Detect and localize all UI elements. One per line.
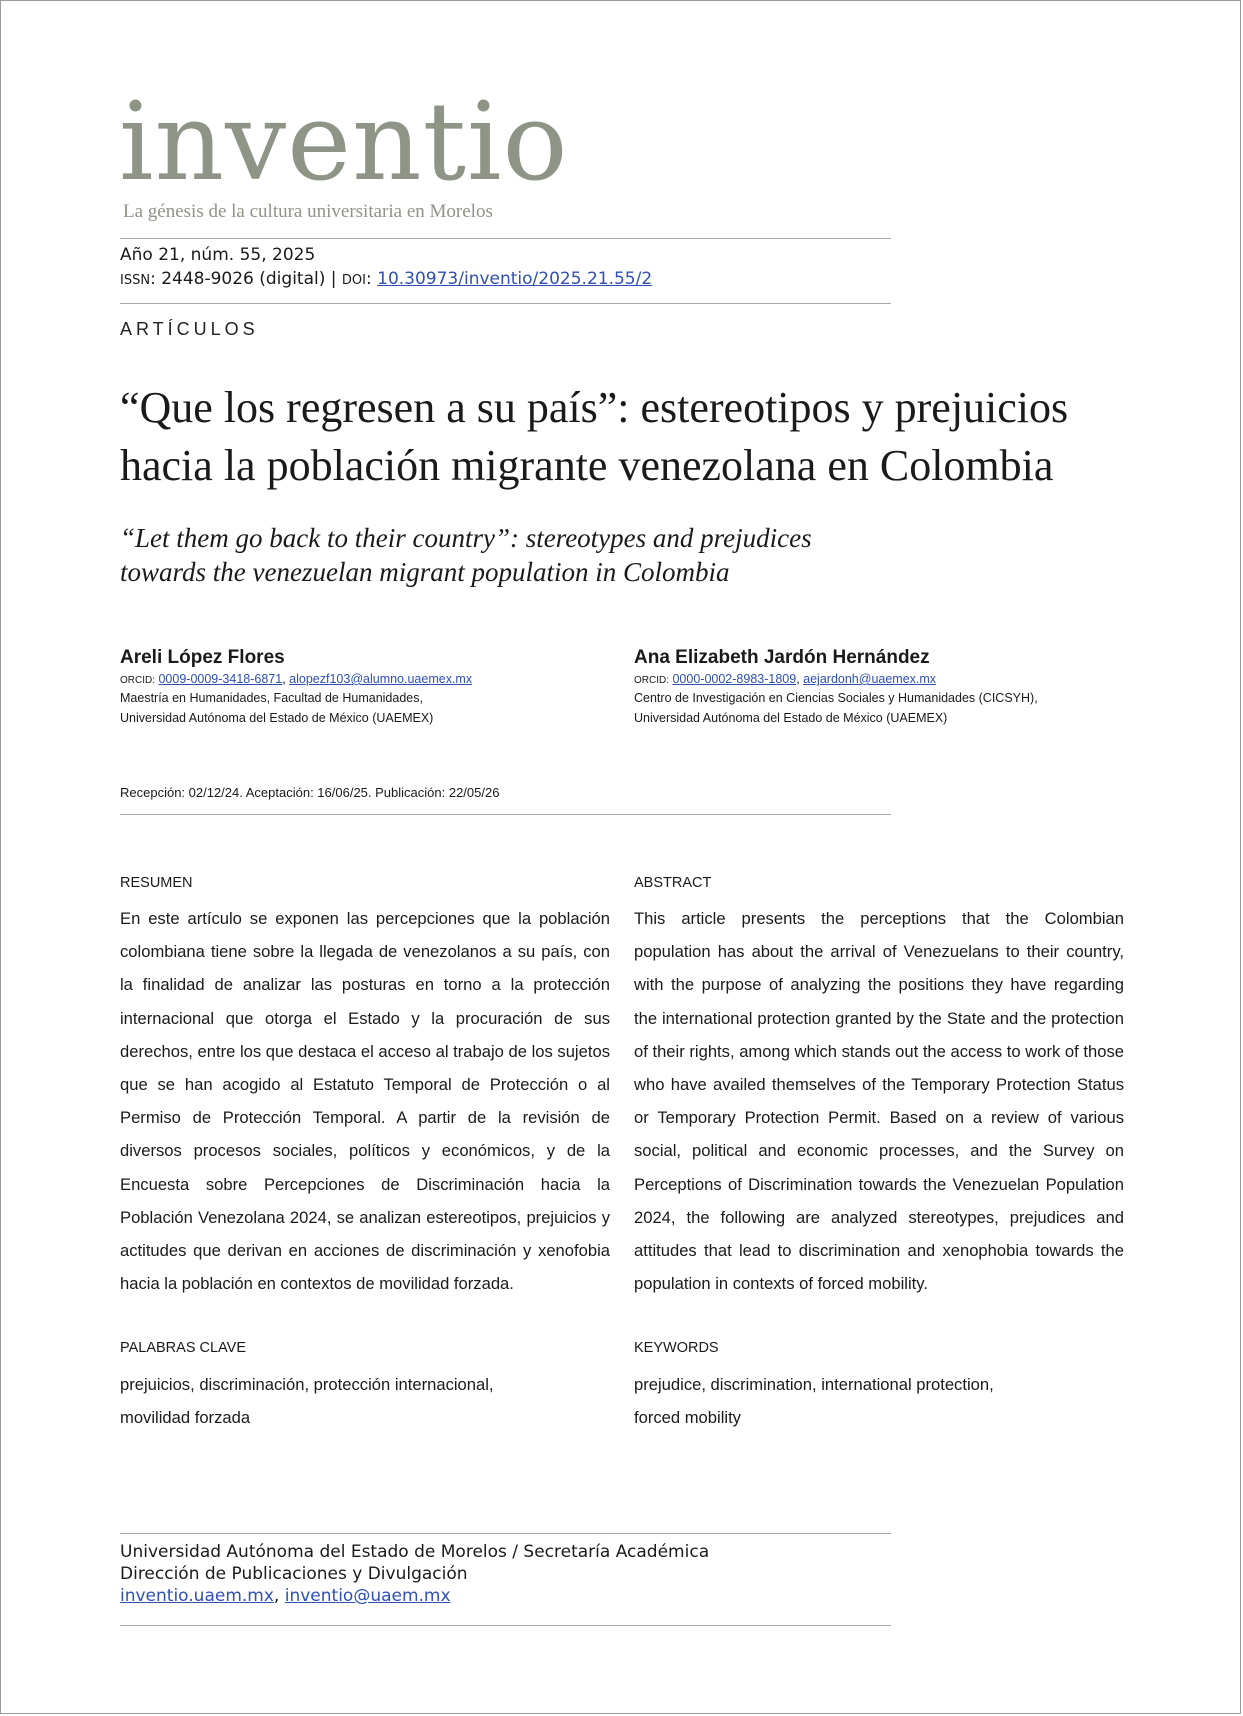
issn-label: ISSN (120, 273, 151, 288)
author-name: Ana Elizabeth Jardón Hernández (634, 647, 930, 668)
abstract-heading: ABSTRACT (634, 875, 712, 891)
subtitle-line-2: towards the venezuelan migrant population in Colombia (120, 557, 730, 587)
footer-links (120, 1585, 709, 1607)
publication-dates: Recepción: 02/12/24. Aceptación: 16/06/25. Publicación: 22/05/26 (120, 785, 500, 800)
doi-colon: : (365, 269, 372, 289)
keyword-line: forced mobility (634, 1408, 741, 1427)
orcid-link[interactable]: 0000-0002-8983-1809 (672, 672, 797, 686)
footer-comma: , (273, 1586, 280, 1606)
doi-link[interactable]: 10.30973/inventio/2025.21.55/2 (377, 269, 653, 289)
doi-label: DOI (341, 273, 366, 288)
footer (120, 1541, 709, 1607)
dates-rule (120, 814, 891, 815)
affiliation-line: Universidad Autónoma del Estado de México (UAEMEX) (634, 711, 948, 725)
section-label: ARTÍCULOS (120, 319, 259, 339)
footer-department: Dirección de Publicaciones y Divulgación (120, 1564, 468, 1584)
resumen-heading: RESUMEN (120, 875, 193, 891)
keywords-heading: KEYWORDS (634, 1340, 719, 1356)
orcid-label: ORCID: (120, 675, 155, 686)
palabras-clave-heading: PALABRAS CLAVE (120, 1340, 246, 1356)
article-title: “Que los regresen a su país”: estereotipos y prejuicios hacia la población migrante venezolana en Colombia (120, 383, 1069, 490)
issue-info: Año 21, núm. 55, 2025 (120, 245, 316, 265)
footer-rule-bottom (120, 1625, 891, 1626)
affiliation-line: Centro de Investigación en Ciencias Sociales y Humanidades (CICSYH), (634, 691, 1038, 705)
author-block-1 (120, 647, 472, 728)
author-affiliation (120, 688, 472, 728)
header-rule-top (120, 238, 891, 239)
article-subtitle (120, 521, 880, 589)
keyword-line: movilidad forzada (120, 1408, 251, 1427)
keyword-line: prejuicios, discriminación, protección internacional, (120, 1375, 494, 1394)
author-block-2 (634, 647, 1038, 728)
palabras-clave-list (120, 1368, 610, 1434)
footer-rule-top (120, 1533, 891, 1534)
footer-email-link[interactable]: inventio@uaem.mx (284, 1586, 451, 1606)
footer-institution: Universidad Autónoma del Estado de Morelos / Secretaría Académica (120, 1542, 710, 1562)
email-link[interactable]: aejardonh@uaemex.mx (803, 672, 937, 686)
journal-tagline: La génesis de la cultura universitaria en Morelos (123, 201, 493, 222)
affiliation-line: Universidad Autónoma del Estado de México (UAEMEX) (120, 711, 434, 725)
issn-value: : 2448-9026 (digital) (150, 269, 326, 289)
keywords-list (634, 1368, 1124, 1434)
header-rule-bottom (120, 303, 891, 304)
keyword-line: prejudice, discrimination, international protection, (634, 1375, 994, 1394)
author-contact: ORCID: 0009-0009-3418-6871, alopezf103@alumno.uaemex.mx (120, 672, 473, 686)
orcid-link[interactable]: 0009-0009-3418-6871 (158, 672, 283, 686)
issn-doi-line (120, 269, 652, 289)
website-link[interactable]: inventio.uaem.mx (120, 1586, 274, 1606)
author-affiliation (634, 688, 1038, 728)
abstract-text: This article presents the perceptions that the Colombian population has about the arrival of Venezuelans to their country, with the purpose of analyzing the positions they have regarding the international protection granted by the State and the protection of their rights, among which stands out the access to work of those who have availed themselves of the Temporary Protection Status or Temporary Protection Permit. Based on a review of various social, political and economic processes, and the Survey on Perceptions of Discrimination towards the Venezuelan Population 2024, the following are analyzed stereotypes, prejudices and attitudes that lead to discrimination and xenophobia towards the population in contexts of forced mobility. (634, 909, 1124, 1294)
separator: | (330, 269, 337, 289)
affiliation-line: Maestría en Humanidades, Facultad de Humanidades, (120, 691, 423, 705)
resumen-text: En este artículo se exponen las percepciones que la población colombiana tiene sobre la llegada de venezolanos a su país, con la finalidad de analizar las posturas en torno a la protección internacional que otorga el Estado y la procuración de sus derechos, entre los que destaca el acceso al trabajo de los sujetos que se han acogido al Estatuto Temporal de Protección o al Permiso de Protección Temporal. A partir de la revisión de diversos procesos sociales, políticos y económicos, y de la Encuesta sobre Percepciones de Discriminación hacia la Población Venezolana 2024, se analizan estereotipos, prejuicios y actitudes que derivan en acciones de discriminación y xenofobia hacia la población en contextos de movilidad forzada. (120, 909, 610, 1294)
orcid-label: ORCID: (634, 675, 669, 686)
subtitle-line-1: “Let them go back to their country”: stereotypes and prejudices (120, 523, 812, 553)
author-name: Areli López Flores (120, 647, 285, 668)
author-contact: ORCID: 0000-0002-8983-1809, aejardonh@uaemex.mx (634, 672, 937, 686)
email-link[interactable]: alopezf103@alumno.uaemex.mx (289, 672, 473, 686)
journal-logo: inventio (119, 80, 569, 205)
